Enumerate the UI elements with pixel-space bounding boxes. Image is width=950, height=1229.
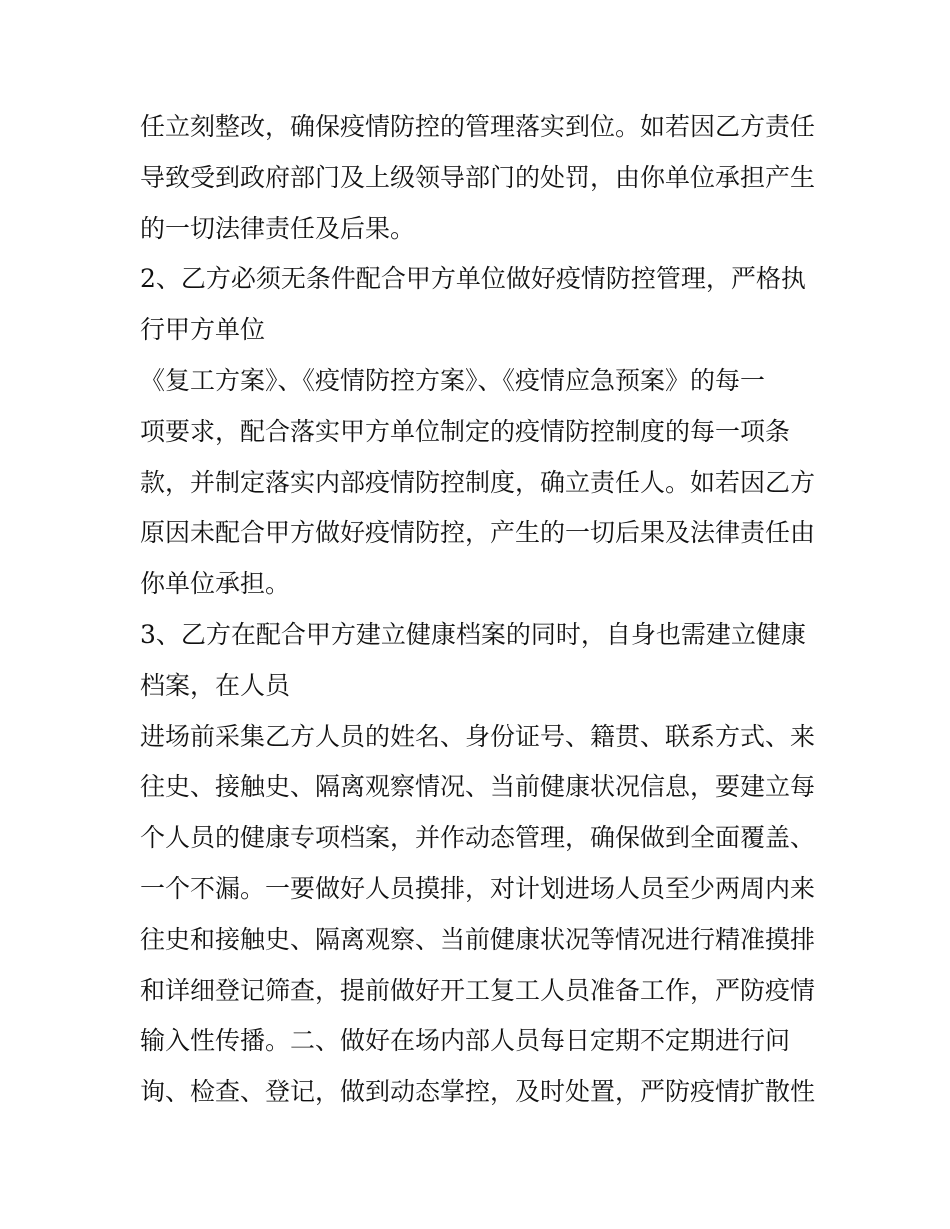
text-line: 任立刻整改，确保疫情防控的管理落实到位。如若因乙方责任 [140,112,816,141]
text-line: 行甲方单位 [140,315,266,345]
text-line: 款，并制定落实内部疫情防控制度，确立责任人。如若因乙方 [140,467,816,497]
text-line: 项要求，配合落实甲方单位制定的疫情防控制度的每一项条 [140,416,791,446]
text-line: 个人员的健康专项档案，并作动态管理，确保做到全面覆盖、 [140,823,816,853]
text-line: 导致受到政府部门及上级领导部门的处罚，由你单位承担产生 [140,162,816,192]
text-line: 2、乙方必须无条件配合甲方单位做好疫情防控管理，严格执 [140,264,806,294]
text-line: 进场前采集乙方人员的姓名、身份证号、籍贯、联系方式、来 [140,721,816,751]
text-line: 和详细登记筛查，提前做好开工复工人员准备工作，严防疫情 [140,975,816,1005]
document-body [140,102,820,1118]
text-line: 往史和接触史、隔离观察、当前健康状况等情况进行精准摸排 [140,924,816,954]
text-line: 往史、接触史、隔离观察情况、当前健康状况信息，要建立每 [140,772,816,802]
text-line: 一个不漏。一要做好人员摸排，对计划进场人员至少两周内来 [140,873,816,903]
text-line: 档案，在人员 [140,670,291,700]
text-line: 输入性传播。二、做好在场内部人员每日定期不定期进行问 [140,1026,791,1056]
text-line: 《复工方案》、《疫情防控方案》、《疫情应急预案》的每一 [140,365,766,395]
text-line: 你单位承担。 [140,569,291,599]
text-line: 询、检查、登记，做到动态掌控，及时处置，严防疫情扩散性 [140,1077,816,1107]
text-line: 3、乙方在配合甲方建立健康档案的同时，自身也需建立健康 [140,619,806,649]
text-line: 的一切法律责任及后果。 [140,213,416,243]
text-line: 原因未配合甲方做好疫情防控，产生的一切后果及法律责任由 [140,518,816,548]
